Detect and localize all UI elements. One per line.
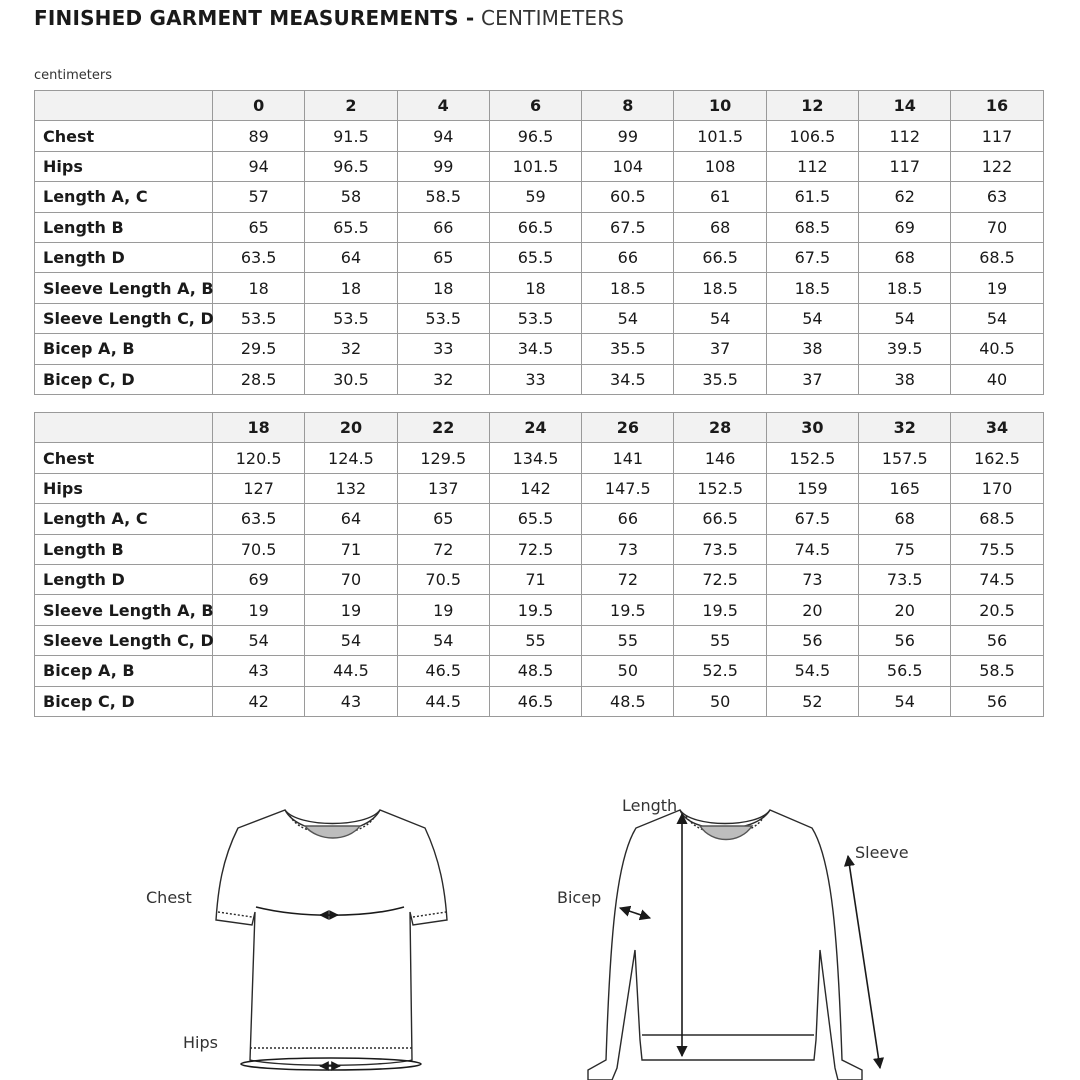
measurement-value: 75 — [859, 534, 951, 564]
length-label: Length — [622, 796, 678, 815]
measurement-value: 18 — [213, 273, 305, 303]
measurement-value: 56 — [859, 625, 951, 655]
measurement-value: 56 — [951, 625, 1043, 655]
size-header-cell: 34 — [951, 413, 1043, 443]
measurement-value: 127 — [213, 473, 305, 503]
measurement-value: 53.5 — [213, 303, 305, 333]
measurement-value: 54 — [859, 303, 951, 333]
measurement-value: 65 — [213, 212, 305, 242]
measurement-label: Chest — [35, 443, 213, 473]
measurement-value: 65.5 — [489, 242, 581, 272]
table-row — [35, 364, 1044, 394]
measurement-value: 33 — [397, 334, 489, 364]
measurement-value: 70.5 — [213, 534, 305, 564]
measurement-value: 124.5 — [305, 443, 397, 473]
measurement-value: 48.5 — [582, 686, 674, 716]
measurement-value: 44.5 — [397, 686, 489, 716]
measurement-value: 50 — [674, 686, 766, 716]
measurement-value: 64 — [305, 242, 397, 272]
measurement-value: 70.5 — [397, 564, 489, 594]
measurement-value: 65 — [397, 504, 489, 534]
measurement-value: 18 — [489, 273, 581, 303]
measurement-value: 19 — [397, 595, 489, 625]
measurement-value: 54 — [951, 303, 1043, 333]
measurement-value: 94 — [397, 121, 489, 151]
measurement-value: 19 — [213, 595, 305, 625]
table-row — [35, 473, 1044, 503]
measurement-value: 19 — [305, 595, 397, 625]
size-header-cell: 32 — [859, 413, 951, 443]
measurement-value: 74.5 — [951, 564, 1043, 594]
measurement-value: 55 — [582, 625, 674, 655]
measurement-value: 63 — [951, 182, 1043, 212]
measurement-value: 91.5 — [305, 121, 397, 151]
measurement-value: 63.5 — [213, 242, 305, 272]
measurement-value: 44.5 — [305, 656, 397, 686]
measurement-value: 72 — [582, 564, 674, 594]
measurement-label: Length B — [35, 212, 213, 242]
measurement-value: 34.5 — [489, 334, 581, 364]
header-corner-cell — [35, 413, 213, 443]
measurement-value: 54 — [859, 686, 951, 716]
size-header-cell: 26 — [582, 413, 674, 443]
table-row — [35, 686, 1044, 716]
size-header-cell: 0 — [213, 91, 305, 121]
measurement-value: 68 — [859, 242, 951, 272]
measurement-value: 63.5 — [213, 504, 305, 534]
measurement-value: 53.5 — [489, 303, 581, 333]
measurement-value: 53.5 — [305, 303, 397, 333]
measurement-value: 55 — [489, 625, 581, 655]
measurement-value: 56 — [766, 625, 858, 655]
table-row — [35, 534, 1044, 564]
measurement-value: 72.5 — [674, 564, 766, 594]
measurement-value: 147.5 — [582, 473, 674, 503]
measurement-value: 157.5 — [859, 443, 951, 473]
measurement-value: 159 — [766, 473, 858, 503]
table-row — [35, 656, 1044, 686]
measurement-value: 66 — [582, 242, 674, 272]
measurement-value: 20 — [859, 595, 951, 625]
measurement-value: 46.5 — [397, 656, 489, 686]
measurement-label: Length A, C — [35, 504, 213, 534]
measurement-label: Length D — [35, 564, 213, 594]
measurement-value: 43 — [213, 656, 305, 686]
table-row — [35, 595, 1044, 625]
table-row — [35, 151, 1044, 181]
measurement-label: Sleeve Length A, B — [35, 595, 213, 625]
measurement-value: 65.5 — [489, 504, 581, 534]
measurement-value: 39.5 — [859, 334, 951, 364]
measurement-value: 56 — [951, 686, 1043, 716]
measurement-value: 68.5 — [766, 212, 858, 242]
size-header-cell: 30 — [766, 413, 858, 443]
measurement-value: 62 — [859, 182, 951, 212]
garment-diagram — [0, 780, 1080, 1080]
measurement-value: 94 — [213, 151, 305, 181]
measurement-value: 61 — [674, 182, 766, 212]
measurement-value: 20.5 — [951, 595, 1043, 625]
page-title — [34, 6, 624, 30]
measurement-value: 73.5 — [674, 534, 766, 564]
measurement-label: Sleeve Length C, D — [35, 625, 213, 655]
table-row — [35, 564, 1044, 594]
size-header-cell: 20 — [305, 413, 397, 443]
sweater-illustration — [588, 810, 880, 1080]
measurement-value: 68.5 — [951, 504, 1043, 534]
size-header-cell: 10 — [674, 91, 766, 121]
measurement-value: 71 — [305, 534, 397, 564]
measurement-value: 19.5 — [674, 595, 766, 625]
measurement-value: 29.5 — [213, 334, 305, 364]
measurement-value: 54 — [305, 625, 397, 655]
page-title-bold: FINISHED GARMENT MEASUREMENTS - — [34, 6, 475, 30]
measurement-value: 58 — [305, 182, 397, 212]
tshirt-illustration — [216, 810, 447, 1070]
measurement-value: 57 — [213, 182, 305, 212]
measurement-label: Hips — [35, 151, 213, 181]
measurement-label: Length B — [35, 534, 213, 564]
measurement-value: 52 — [766, 686, 858, 716]
measurement-label: Bicep C, D — [35, 364, 213, 394]
measurement-value: 54 — [213, 625, 305, 655]
measurement-value: 66.5 — [674, 504, 766, 534]
measurement-value: 112 — [766, 151, 858, 181]
measurement-value: 99 — [397, 151, 489, 181]
size-header-row — [35, 91, 1044, 121]
measurement-value: 50 — [582, 656, 674, 686]
measurement-value: 96.5 — [305, 151, 397, 181]
measurement-value: 137 — [397, 473, 489, 503]
measurement-value: 72.5 — [489, 534, 581, 564]
measurement-value: 122 — [951, 151, 1043, 181]
measurement-value: 152.5 — [766, 443, 858, 473]
measurement-value: 162.5 — [951, 443, 1043, 473]
measurement-value: 48.5 — [489, 656, 581, 686]
measurement-value: 67.5 — [766, 504, 858, 534]
measurement-value: 34.5 — [582, 364, 674, 394]
table-row — [35, 242, 1044, 272]
measurement-value: 117 — [951, 121, 1043, 151]
bicep-label: Bicep — [557, 888, 602, 907]
measurement-value: 28.5 — [213, 364, 305, 394]
measurement-value: 68 — [674, 212, 766, 242]
header-corner-cell — [35, 91, 213, 121]
table-row — [35, 443, 1044, 473]
table-row — [35, 303, 1044, 333]
measurement-value: 112 — [859, 121, 951, 151]
size-header-cell: 6 — [489, 91, 581, 121]
measurement-value: 55 — [674, 625, 766, 655]
table-row — [35, 504, 1044, 534]
measurement-value: 54.5 — [766, 656, 858, 686]
measurement-value: 18 — [305, 273, 397, 303]
measurement-value: 19.5 — [489, 595, 581, 625]
page-title-unit: CENTIMETERS — [480, 6, 625, 30]
measurement-value: 72 — [397, 534, 489, 564]
table-row — [35, 334, 1044, 364]
measurement-value: 66 — [582, 504, 674, 534]
measurement-value: 43 — [305, 686, 397, 716]
measurement-value: 120.5 — [213, 443, 305, 473]
measurement-value: 33 — [489, 364, 581, 394]
measurement-value: 54 — [397, 625, 489, 655]
table-row — [35, 121, 1044, 151]
measurement-value: 38 — [766, 334, 858, 364]
hips-label: Hips — [183, 1033, 218, 1052]
measurement-value: 35.5 — [674, 364, 766, 394]
measurement-value: 73.5 — [859, 564, 951, 594]
size-header-cell: 4 — [397, 91, 489, 121]
measurement-value: 69 — [213, 564, 305, 594]
size-header-cell: 18 — [213, 413, 305, 443]
measurement-value: 58.5 — [951, 656, 1043, 686]
measurement-value: 129.5 — [397, 443, 489, 473]
measurement-value: 61.5 — [766, 182, 858, 212]
measurement-value: 73 — [766, 564, 858, 594]
measurement-value: 18.5 — [859, 273, 951, 303]
measurement-value: 54 — [766, 303, 858, 333]
measurement-value: 134.5 — [489, 443, 581, 473]
measurement-value: 142 — [489, 473, 581, 503]
measurement-value: 170 — [951, 473, 1043, 503]
size-header-cell: 8 — [582, 91, 674, 121]
measurement-value: 18.5 — [674, 273, 766, 303]
measurement-value: 101.5 — [674, 121, 766, 151]
measurement-value: 37 — [766, 364, 858, 394]
measurement-value: 99 — [582, 121, 674, 151]
measurement-value: 146 — [674, 443, 766, 473]
measurement-value: 19.5 — [582, 595, 674, 625]
measurement-value: 96.5 — [489, 121, 581, 151]
measurement-value: 66.5 — [674, 242, 766, 272]
measurement-value: 132 — [305, 473, 397, 503]
measurement-value: 37 — [674, 334, 766, 364]
table-row — [35, 273, 1044, 303]
measurement-value: 68 — [859, 504, 951, 534]
measurement-value: 141 — [582, 443, 674, 473]
measurement-value: 18.5 — [582, 273, 674, 303]
measurement-label: Length D — [35, 242, 213, 272]
size-header-cell: 2 — [305, 91, 397, 121]
size-header-cell: 16 — [951, 91, 1043, 121]
table-row — [35, 625, 1044, 655]
measurement-value: 67.5 — [766, 242, 858, 272]
measurement-value: 42 — [213, 686, 305, 716]
measurement-value: 65.5 — [305, 212, 397, 242]
measurement-value: 70 — [305, 564, 397, 594]
table-row — [35, 212, 1044, 242]
size-header-cell: 22 — [397, 413, 489, 443]
measurement-label: Chest — [35, 121, 213, 151]
measurement-value: 108 — [674, 151, 766, 181]
measurement-value: 59 — [489, 182, 581, 212]
measurement-value: 71 — [489, 564, 581, 594]
measurement-value: 73 — [582, 534, 674, 564]
measurement-value: 54 — [582, 303, 674, 333]
measurement-value: 74.5 — [766, 534, 858, 564]
measurement-value: 30.5 — [305, 364, 397, 394]
measurement-value: 60.5 — [582, 182, 674, 212]
size-header-row — [35, 413, 1044, 443]
measurement-label: Bicep A, B — [35, 656, 213, 686]
measurement-label: Sleeve Length A, B — [35, 273, 213, 303]
measurement-value: 104 — [582, 151, 674, 181]
measurement-value: 58.5 — [397, 182, 489, 212]
measurement-value: 75.5 — [951, 534, 1043, 564]
measurement-label: Bicep C, D — [35, 686, 213, 716]
measurement-value: 66 — [397, 212, 489, 242]
measurement-value: 69 — [859, 212, 951, 242]
measurement-label: Bicep A, B — [35, 334, 213, 364]
measurement-value: 52.5 — [674, 656, 766, 686]
size-header-cell: 12 — [766, 91, 858, 121]
measurement-value: 56.5 — [859, 656, 951, 686]
measurement-value: 40.5 — [951, 334, 1043, 364]
size-header-cell: 28 — [674, 413, 766, 443]
measurement-value: 165 — [859, 473, 951, 503]
measurement-value: 152.5 — [674, 473, 766, 503]
measurement-value: 35.5 — [582, 334, 674, 364]
table-row — [35, 182, 1044, 212]
measurement-value: 54 — [674, 303, 766, 333]
measurement-value: 53.5 — [397, 303, 489, 333]
chest-label: Chest — [146, 888, 192, 907]
measurement-label: Length A, C — [35, 182, 213, 212]
measurement-value: 89 — [213, 121, 305, 151]
measurement-value: 64 — [305, 504, 397, 534]
measurement-value: 117 — [859, 151, 951, 181]
measurement-value: 18.5 — [766, 273, 858, 303]
measurement-label: Sleeve Length C, D — [35, 303, 213, 333]
measurement-value: 106.5 — [766, 121, 858, 151]
measurement-label: Hips — [35, 473, 213, 503]
size-header-cell: 14 — [859, 91, 951, 121]
measurement-value: 18 — [397, 273, 489, 303]
measurement-value: 70 — [951, 212, 1043, 242]
sleeve-label: Sleeve — [855, 843, 909, 862]
measurement-value: 46.5 — [489, 686, 581, 716]
measurement-value: 67.5 — [582, 212, 674, 242]
measurements-table-small — [34, 90, 1044, 395]
measurement-value: 101.5 — [489, 151, 581, 181]
measurement-value: 32 — [397, 364, 489, 394]
measurement-value: 19 — [951, 273, 1043, 303]
measurement-value: 32 — [305, 334, 397, 364]
measurement-value: 66.5 — [489, 212, 581, 242]
size-header-cell: 24 — [489, 413, 581, 443]
measurement-value: 65 — [397, 242, 489, 272]
measurements-table-large — [34, 412, 1044, 717]
units-label: centimeters — [34, 68, 112, 83]
measurement-value: 68.5 — [951, 242, 1043, 272]
measurement-value: 20 — [766, 595, 858, 625]
measurement-value: 40 — [951, 364, 1043, 394]
measurement-value: 38 — [859, 364, 951, 394]
